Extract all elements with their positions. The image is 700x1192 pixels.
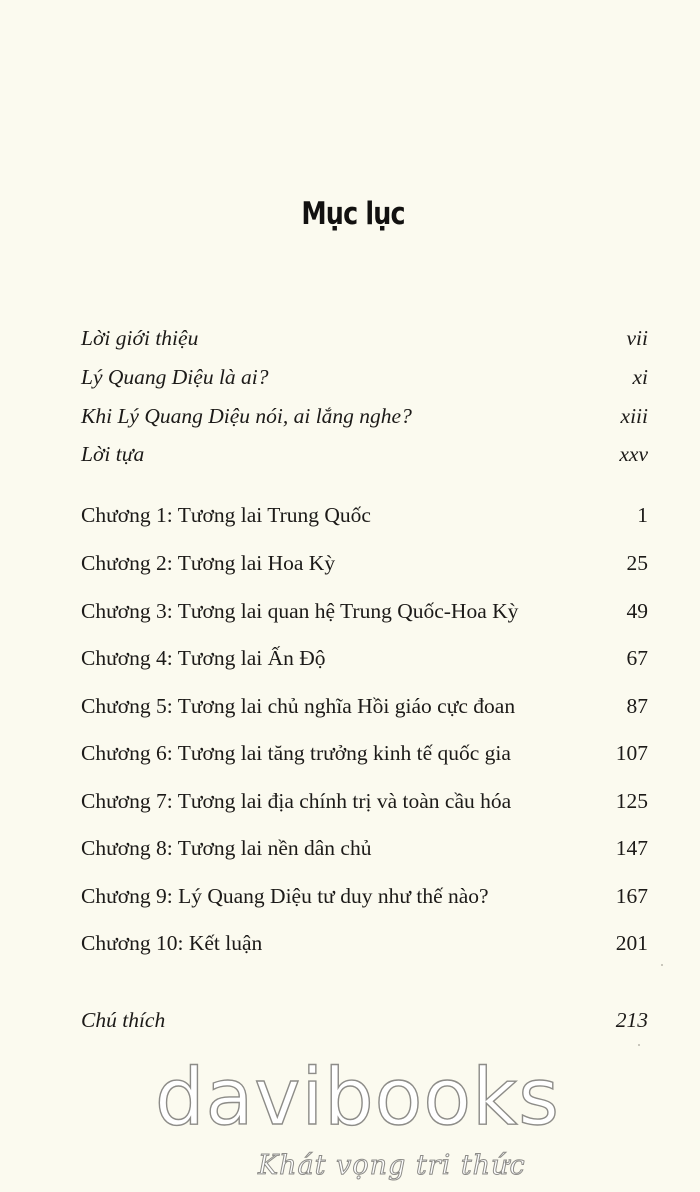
toc-entry-label: Chương 2: Tương lai Hoa Kỳ [81, 551, 336, 575]
toc-chapter-entry [81, 500, 648, 530]
toc-entry [81, 362, 648, 392]
toc-chapter-entry [81, 928, 648, 958]
toc-entry-label: Chương 7: Tương lai địa chính trị và toàn cầu hóa [81, 789, 512, 813]
toc-entry-label: Lời tựa [81, 442, 145, 466]
toc-entry-label: Chương 8: Tương lai nền dân chủ [81, 836, 372, 860]
toc-entry-page: 125 [615, 789, 648, 813]
page-title: Mục lục [301, 196, 405, 232]
toc-entry-page: 49 [626, 599, 648, 623]
toc-entry-label: Chương 3: Tương lai quan hệ Trung Quốc-Hoa Kỳ [81, 599, 519, 623]
toc-entry-page: vii [626, 326, 648, 350]
scan-speck [661, 964, 663, 966]
toc-entry-page: 147 [615, 836, 648, 860]
watermark-slogan: Khát vọng tri thức [258, 1150, 526, 1181]
toc-entry [81, 1005, 648, 1035]
toc-entry-label: Chương 9: Lý Quang Diệu tư duy như thế nào? [81, 884, 489, 908]
toc-chapter-entry [81, 833, 648, 863]
toc-entry-label: Chương 4: Tương lai Ấn Độ [81, 646, 326, 670]
toc-chapter-entry [81, 596, 648, 626]
toc-entry-page: 167 [615, 884, 648, 908]
toc-chapter-entry [81, 786, 648, 816]
toc-entry [81, 323, 648, 353]
toc-chapter-entry [81, 881, 648, 911]
toc-entry-page: 67 [626, 646, 648, 670]
toc-chapter-entry [81, 691, 648, 721]
toc-entry-label: Chương 1: Tương lai Trung Quốc [81, 503, 371, 527]
toc-entry-page: 1 [637, 503, 648, 527]
toc-entry-label: Chương 6: Tương lai tăng trưởng kinh tế quốc gia [81, 741, 511, 765]
toc-entry-label: Lý Quang Diệu là ai? [81, 365, 269, 389]
toc-chapter-entry [81, 738, 648, 768]
toc-chapter-entry [81, 548, 648, 578]
toc-entry-page: 201 [615, 931, 648, 955]
toc-entry-page: xxv [619, 442, 648, 466]
toc-chapter-entry [81, 643, 648, 673]
toc-entry-label: Khi Lý Quang Diệu nói, ai lắng nghe? [81, 404, 412, 428]
toc-entry [81, 401, 648, 431]
toc-entry-page: xi [632, 365, 648, 389]
toc-entry-label: Chương 5: Tương lai chủ nghĩa Hồi giáo cực đoan [81, 694, 516, 718]
toc-entry-label: Chương 10: Kết luận [81, 931, 263, 955]
toc-entry-label: Chú thích [81, 1008, 166, 1032]
toc-entry [81, 439, 648, 469]
watermark-brand: davibooks [155, 1053, 560, 1143]
toc-entry-page: 25 [626, 551, 648, 575]
scan-speck [638, 1044, 640, 1046]
toc-entry-page: xiii [620, 404, 648, 428]
toc-entry-page: 107 [615, 741, 648, 765]
toc-entry-label: Lời giới thiệu [81, 326, 199, 350]
toc-entry-page: 87 [626, 694, 648, 718]
toc-entry-page: 213 [615, 1008, 648, 1032]
